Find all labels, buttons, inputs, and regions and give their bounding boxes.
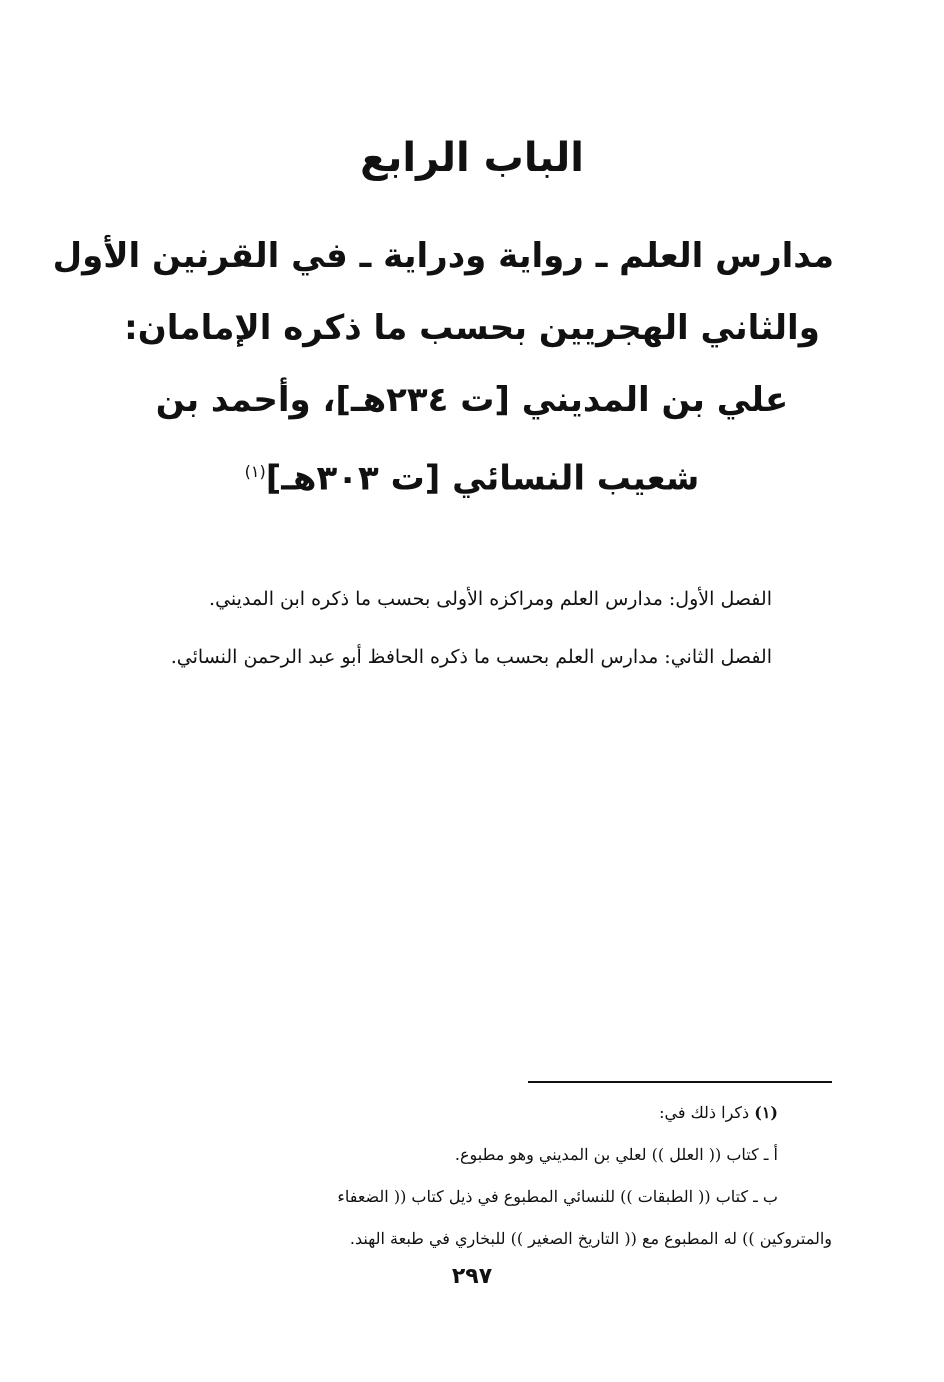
footnote-item-b: ب ـ كتاب (( الطبقات )) للنسائي المطبوع في ذيل كتاب (( الضعفاء (337, 1187, 778, 1206)
chapter-subtitle (52, 220, 834, 514)
footnote-intro: ذكرا ذلك في: (659, 1103, 750, 1122)
subtitle-line: علي بن المديني [ت ٢٣٤هـ]، وأحمد بن (155, 380, 789, 420)
footnote-item-b-continued: والمتروكين )) له المطبوع مع (( التاريخ الصغير )) للبخاري في طبعة الهند. (349, 1229, 832, 1248)
section-entry-2: الفصل الثاني: مدارس العلم بحسب ما ذكره الحافظ أبو عبد الرحمن النسائي. (170, 646, 772, 668)
section-entry-1: الفصل الأول: مدارس العلم ومراكزه الأولى بحسب ما ذكره ابن المديني. (209, 588, 772, 610)
footnote-item-a: أ ـ كتاب (( العلل )) لعلي بن المديني وهو مطبوع. (454, 1145, 778, 1164)
subtitle-line: والثاني الهجريين بحسب ما ذكره الإمامان: (124, 308, 820, 348)
footnotes (110, 1092, 832, 1260)
subtitle-line-text: شعيب النسائي [ت ٣٠٣هـ] (265, 458, 700, 499)
page-number: ٢٩٧ (451, 1264, 493, 1289)
subtitle-line-last (110, 436, 834, 514)
footnote-reference[interactable]: (١) (244, 462, 266, 481)
subtitle-line: مدارس العلم ـ رواية ودراية ـ في القرنين الأول (52, 236, 834, 276)
footnote-intro-line (110, 1092, 832, 1134)
chapter-contents (110, 572, 832, 688)
chapter-title: الباب الرابع (360, 135, 584, 181)
footnote-number: (١) (754, 1103, 778, 1122)
footnote-separator (528, 1081, 832, 1083)
